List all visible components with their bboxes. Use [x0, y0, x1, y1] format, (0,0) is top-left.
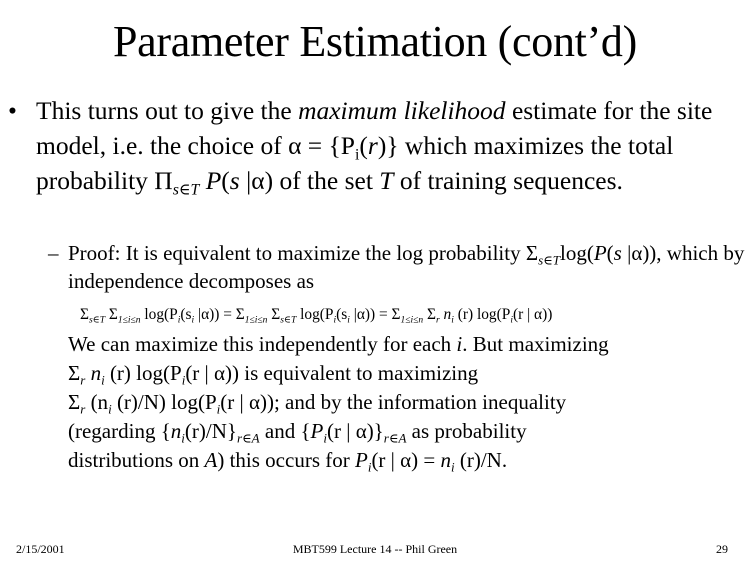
slide-title: Parameter Estimation (cont’d) [112, 17, 637, 66]
variable: n [170, 419, 182, 443]
sym: (s [336, 306, 348, 323]
sym: Σ [105, 306, 118, 323]
sym: Σ [423, 306, 436, 323]
subscript: i [333, 314, 337, 326]
subscript: i [101, 372, 105, 388]
subscript: r [80, 401, 86, 417]
text: as probability [406, 419, 527, 443]
variable: A [204, 448, 218, 472]
subscript: i [347, 314, 350, 326]
text: (r | α) = [371, 448, 441, 472]
variable: T [379, 166, 394, 195]
text: (n [85, 390, 109, 414]
text: |α)), which by independence decomposes as [68, 241, 745, 293]
proof-continuation [68, 330, 748, 475]
variable: P [354, 448, 368, 472]
subscript: i [367, 459, 372, 475]
subscript: r [435, 314, 440, 326]
subscript: i [177, 314, 181, 326]
subscript: 1≤i≤n [117, 314, 141, 326]
subscript: i [510, 314, 513, 326]
text: This turns out to give the [36, 96, 299, 125]
proof-line-4 [68, 417, 748, 446]
subscript: r [80, 372, 86, 388]
text: Σ [68, 361, 81, 385]
sym: (s [180, 306, 192, 323]
subscript: i [355, 146, 360, 164]
variable: P [593, 241, 607, 265]
variable: n [439, 306, 452, 323]
sym: |α)) = Σ [349, 306, 401, 323]
footer-course: MBT599 Lecture 14 -- Phil Green [292, 542, 458, 556]
text: (r)/N) log(P [111, 390, 217, 414]
subscript: r∈A [383, 430, 407, 446]
subscript: i [181, 372, 186, 388]
subscript: i [191, 314, 195, 326]
subscript: r∈A [236, 430, 260, 446]
text: (r)/N. [454, 448, 508, 472]
variable: P [310, 419, 324, 443]
text: (regarding { [68, 419, 171, 443]
text: Σ [68, 390, 81, 414]
text: ( [221, 166, 230, 195]
sym: (r | α)) [512, 306, 553, 323]
proof-text [68, 239, 748, 295]
sub-bullet-marker: – [48, 241, 59, 265]
proof-line-2 [68, 359, 748, 388]
main-bullet [8, 93, 743, 198]
footer-date: 2/15/2001 [16, 542, 65, 556]
variable: r [367, 131, 378, 160]
text: (r)/N} [184, 419, 237, 443]
main-bullet-text [36, 93, 743, 198]
text: distributions on [68, 448, 205, 472]
sym: Σ [267, 306, 281, 323]
variable: n [85, 361, 102, 385]
text: (r | α)); and by the information inequality [220, 390, 567, 414]
decomposition-equation [80, 305, 745, 325]
sym: (r) log(P [453, 306, 511, 323]
text: log( [560, 241, 594, 265]
subscript: i [108, 401, 112, 417]
variable: s [613, 241, 622, 265]
text: of training sequences. [393, 166, 623, 195]
subscript: i [216, 401, 221, 417]
proof-line-3 [68, 388, 748, 417]
text: estimate for the site model, i.e. the choice of α = {P [36, 96, 713, 160]
variable: n [440, 448, 451, 472]
sym: log(P [140, 306, 178, 323]
variable: s [229, 166, 240, 195]
variable: P [205, 166, 222, 195]
proof-line-5 [68, 446, 748, 475]
text: (r) log(P [104, 361, 182, 385]
footer-page-number: 29 [716, 542, 728, 556]
subscript: s∈T [88, 314, 106, 326]
bullet-marker: • [8, 96, 17, 125]
text: and { [259, 419, 311, 443]
sym: |α)) = Σ [194, 306, 245, 323]
sym: log(P [296, 306, 334, 323]
subscript: s∈T [172, 181, 200, 199]
subscript: i [451, 314, 454, 326]
text: ( [606, 241, 614, 265]
proof-line-1 [68, 330, 748, 359]
subscript: i [450, 459, 455, 475]
variable: i [456, 332, 463, 356]
text: We can maximize this independently for each [68, 332, 457, 356]
text: Proof: It is equivalent to maximize the log probability Σ [68, 241, 539, 265]
subscript: i [323, 430, 327, 446]
subscript: s∈T [538, 252, 561, 268]
text: . But maximizing [462, 332, 609, 356]
emphasis: maximum likelihood [298, 96, 506, 125]
subscript: 1≤i≤n [400, 314, 424, 326]
text: |α) of the set [239, 166, 380, 195]
subscript: s∈T [280, 314, 297, 326]
text: (r | α)) is equivalent to maximizing [185, 361, 479, 385]
subscript: 1≤i≤n [244, 314, 268, 326]
text: )} which maximizes the total probability Π [36, 131, 674, 195]
proof-bullet [48, 239, 748, 295]
text: ) this occurs for [217, 448, 355, 472]
sym: Σ [80, 306, 89, 323]
subscript: i [181, 430, 185, 446]
text: (r | α)} [327, 419, 384, 443]
text: ( [359, 131, 368, 160]
